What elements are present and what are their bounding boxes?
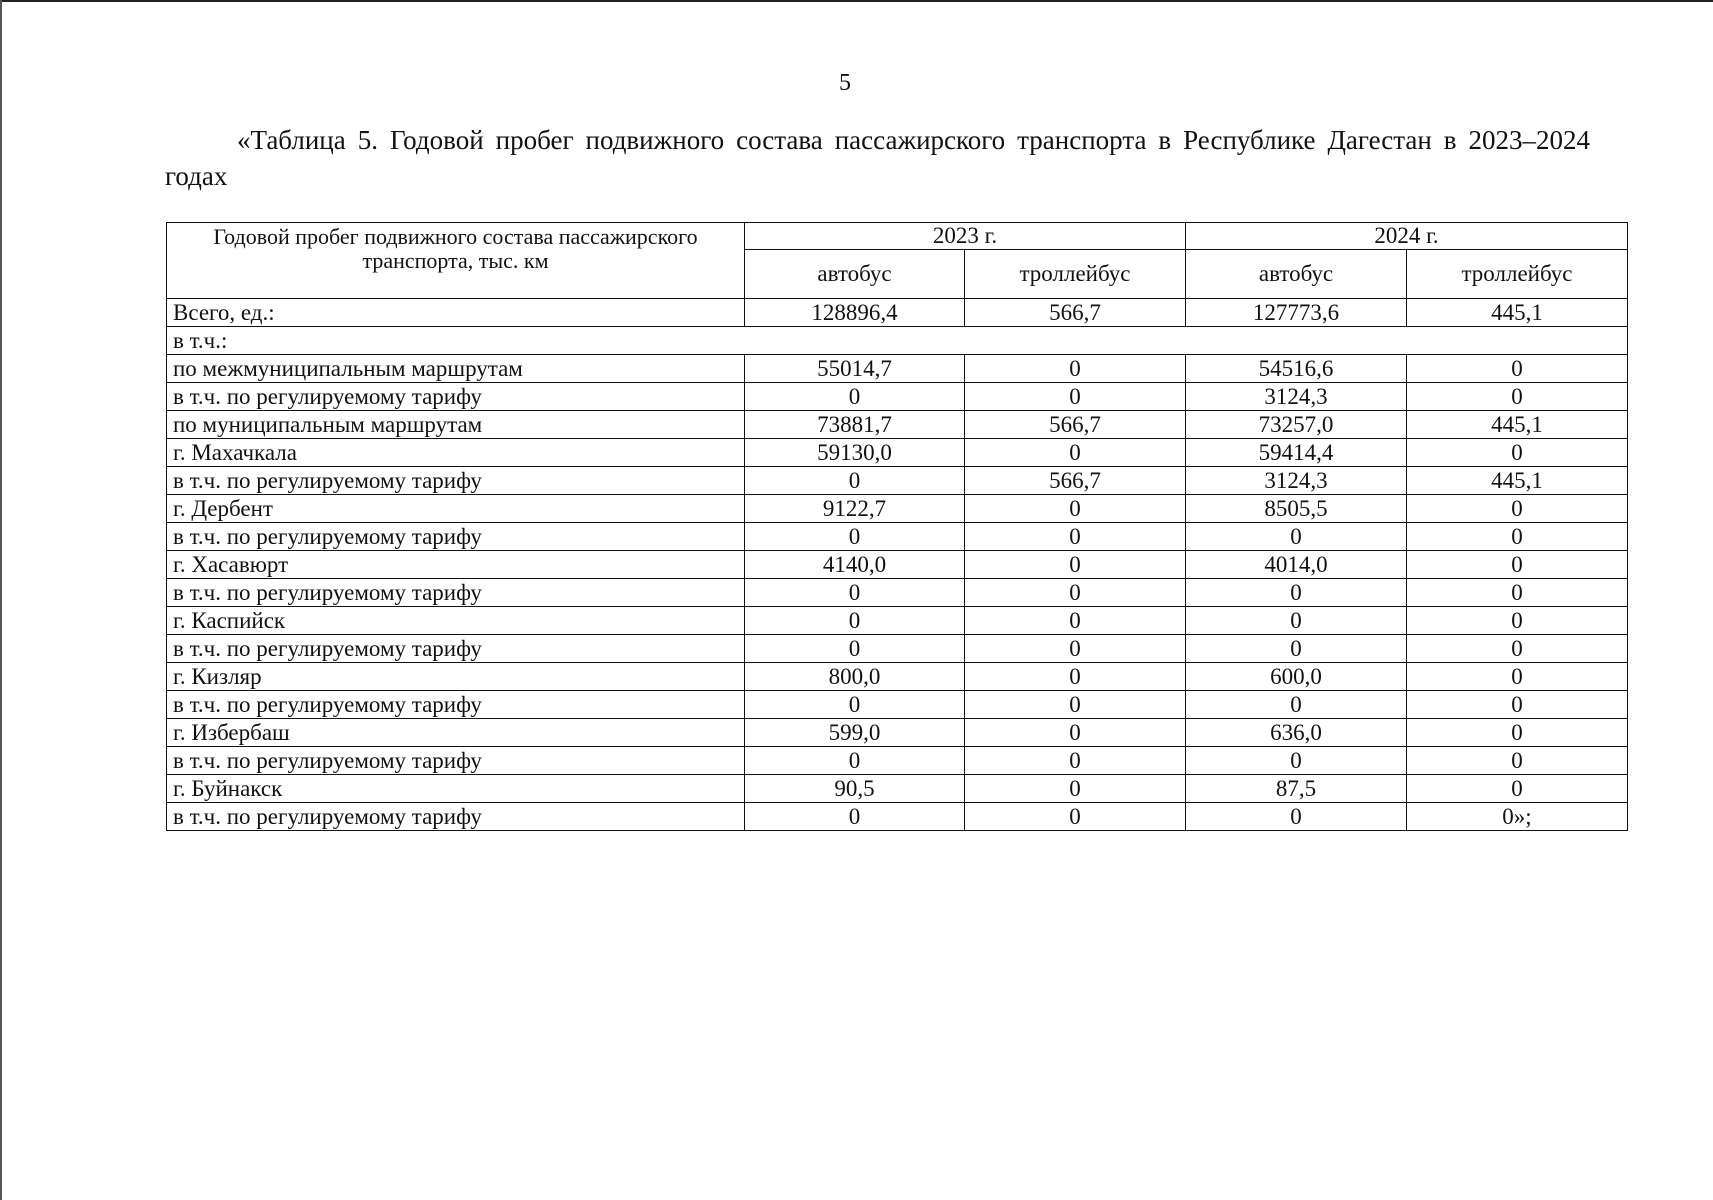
table-row	[167, 747, 1628, 775]
cell-trolleybus-2024: 0	[1407, 663, 1628, 691]
cell-trolleybus-2024: 0»;	[1407, 803, 1628, 831]
cell-trolleybus-2023: 0	[965, 579, 1186, 607]
cell-trolleybus-2023: 566,7	[965, 299, 1186, 327]
cell-bus-2024: 59414,4	[1186, 439, 1407, 467]
cell-bus-2024: 600,0	[1186, 663, 1407, 691]
row-label: г. Кизляр	[167, 663, 745, 691]
cell-trolleybus-2023: 566,7	[965, 411, 1186, 439]
table-row	[167, 663, 1628, 691]
cell-bus-2024: 0	[1186, 691, 1407, 719]
cell-bus-2023: 0	[745, 383, 965, 411]
table-row	[167, 775, 1628, 803]
cell-bus-2023: 0	[745, 523, 965, 551]
table-row	[167, 523, 1628, 551]
cell-bus-2023: 55014,7	[745, 355, 965, 383]
table-row	[167, 355, 1628, 383]
cell-bus-2023: 800,0	[745, 663, 965, 691]
row-label: в т.ч. по регулируемому тарифу	[167, 747, 745, 775]
cell-trolleybus-2024: 0	[1407, 523, 1628, 551]
table-row	[167, 579, 1628, 607]
cell-bus-2024: 73257,0	[1186, 411, 1407, 439]
cell-trolleybus-2023: 0	[965, 803, 1186, 831]
cell-bus-2024: 127773,6	[1186, 299, 1407, 327]
table-row	[167, 607, 1628, 635]
cell-trolleybus-2024: 0	[1407, 775, 1628, 803]
table-row	[167, 551, 1628, 579]
row-label: в т.ч. по регулируемому тарифу	[167, 691, 745, 719]
table-row	[167, 383, 1628, 411]
row-label: по муниципальным маршрутам	[167, 411, 745, 439]
row-label: г. Дербент	[167, 495, 745, 523]
cell-bus-2023: 0	[745, 803, 965, 831]
cell-trolleybus-2024: 0	[1407, 495, 1628, 523]
subheader-bus-2023: автобус	[745, 250, 965, 299]
cell-trolleybus-2024: 0	[1407, 607, 1628, 635]
cell-bus-2023: 0	[745, 691, 965, 719]
cell-trolleybus-2023: 0	[965, 551, 1186, 579]
row-label: Всего, ед.:	[167, 299, 745, 327]
cell-trolleybus-2023: 0	[965, 383, 1186, 411]
cell-trolleybus-2023: 0	[965, 747, 1186, 775]
cell-bus-2024: 0	[1186, 803, 1407, 831]
row-label: в т.ч. по регулируемому тарифу	[167, 523, 745, 551]
cell-bus-2023: 73881,7	[745, 411, 965, 439]
subheader-bus-2024: автобус	[1186, 250, 1407, 299]
header-row-years	[167, 223, 1628, 250]
cell-bus-2024: 3124,3	[1186, 467, 1407, 495]
cell-bus-2023: 599,0	[745, 719, 965, 747]
cell-trolleybus-2023: 566,7	[965, 467, 1186, 495]
subheader-trolleybus-2023: троллейбус	[965, 250, 1186, 299]
cell-bus-2023: 128896,4	[745, 299, 965, 327]
corner-header: Годовой пробег подвижного состава пассажирского транспорта, тыс. км	[167, 223, 745, 299]
table-row-including	[167, 327, 1628, 355]
cell-trolleybus-2023: 0	[965, 691, 1186, 719]
page-number: 5	[839, 70, 851, 96]
row-label: г. Избербаш	[167, 719, 745, 747]
cell-trolleybus-2023: 0	[965, 635, 1186, 663]
mileage-table	[166, 222, 1628, 831]
cell-trolleybus-2024: 0	[1407, 551, 1628, 579]
cell-bus-2023: 0	[745, 607, 965, 635]
table-row	[167, 411, 1628, 439]
cell-trolleybus-2024: 0	[1407, 355, 1628, 383]
row-label: в т.ч.:	[167, 327, 1628, 355]
cell-bus-2024: 8505,5	[1186, 495, 1407, 523]
cell-trolleybus-2023: 0	[965, 775, 1186, 803]
cell-bus-2023: 90,5	[745, 775, 965, 803]
cell-bus-2024: 3124,3	[1186, 383, 1407, 411]
table-caption: «Таблица 5. Годовой пробег подвижного состава пассажирского транспорта в Республике Дагестан в 2023–2024 годах	[165, 125, 1590, 191]
cell-trolleybus-2023: 0	[965, 439, 1186, 467]
cell-trolleybus-2024: 0	[1407, 635, 1628, 663]
cell-bus-2024: 87,5	[1186, 775, 1407, 803]
cell-bus-2023: 0	[745, 635, 965, 663]
row-label: в т.ч. по регулируемому тарифу	[167, 467, 745, 495]
cell-trolleybus-2023: 0	[965, 355, 1186, 383]
cell-trolleybus-2023: 0	[965, 523, 1186, 551]
cell-bus-2024: 4014,0	[1186, 551, 1407, 579]
table-row	[167, 803, 1628, 831]
cell-trolleybus-2023: 0	[965, 663, 1186, 691]
cell-bus-2023: 4140,0	[745, 551, 965, 579]
cell-trolleybus-2024: 445,1	[1407, 467, 1628, 495]
cell-bus-2023: 0	[745, 579, 965, 607]
row-label: по межмуниципальным маршрутам	[167, 355, 745, 383]
cell-bus-2023: 9122,7	[745, 495, 965, 523]
cell-bus-2024: 636,0	[1186, 719, 1407, 747]
subheader-trolleybus-2024: троллейбус	[1407, 250, 1628, 299]
cell-bus-2024: 0	[1186, 523, 1407, 551]
table-row	[167, 467, 1628, 495]
cell-trolleybus-2024: 445,1	[1407, 411, 1628, 439]
cell-bus-2024: 0	[1186, 607, 1407, 635]
cell-bus-2023: 0	[745, 747, 965, 775]
row-label: г. Хасавюрт	[167, 551, 745, 579]
table-row	[167, 635, 1628, 663]
row-label: г. Буйнакск	[167, 775, 745, 803]
row-label: в т.ч. по регулируемому тарифу	[167, 383, 745, 411]
cell-trolleybus-2024: 0	[1407, 719, 1628, 747]
cell-trolleybus-2024: 445,1	[1407, 299, 1628, 327]
cell-trolleybus-2023: 0	[965, 719, 1186, 747]
cell-trolleybus-2023: 0	[965, 607, 1186, 635]
table-row	[167, 719, 1628, 747]
cell-trolleybus-2024: 0	[1407, 747, 1628, 775]
row-label: в т.ч. по регулируемому тарифу	[167, 579, 745, 607]
cell-trolleybus-2024: 0	[1407, 439, 1628, 467]
cell-trolleybus-2024: 0	[1407, 691, 1628, 719]
row-label: в т.ч. по регулируемому тарифу	[167, 803, 745, 831]
cell-bus-2024: 0	[1186, 635, 1407, 663]
scan-edge-left	[0, 0, 2, 1200]
cell-trolleybus-2023: 0	[965, 495, 1186, 523]
table-row-total	[167, 299, 1628, 327]
row-label: в т.ч. по регулируемому тарифу	[167, 635, 745, 663]
year-header-2024: 2024 г.	[1186, 223, 1628, 250]
table-row	[167, 691, 1628, 719]
table-row	[167, 439, 1628, 467]
cell-bus-2023: 0	[745, 467, 965, 495]
row-label: г. Махачкала	[167, 439, 745, 467]
cell-bus-2024: 0	[1186, 579, 1407, 607]
cell-bus-2024: 54516,6	[1186, 355, 1407, 383]
cell-bus-2023: 59130,0	[745, 439, 965, 467]
cell-trolleybus-2024: 0	[1407, 383, 1628, 411]
year-header-2023: 2023 г.	[745, 223, 1186, 250]
scan-edge-top	[0, 0, 1713, 2]
row-label: г. Каспийск	[167, 607, 745, 635]
cell-bus-2024: 0	[1186, 747, 1407, 775]
cell-trolleybus-2024: 0	[1407, 579, 1628, 607]
table-row	[167, 495, 1628, 523]
